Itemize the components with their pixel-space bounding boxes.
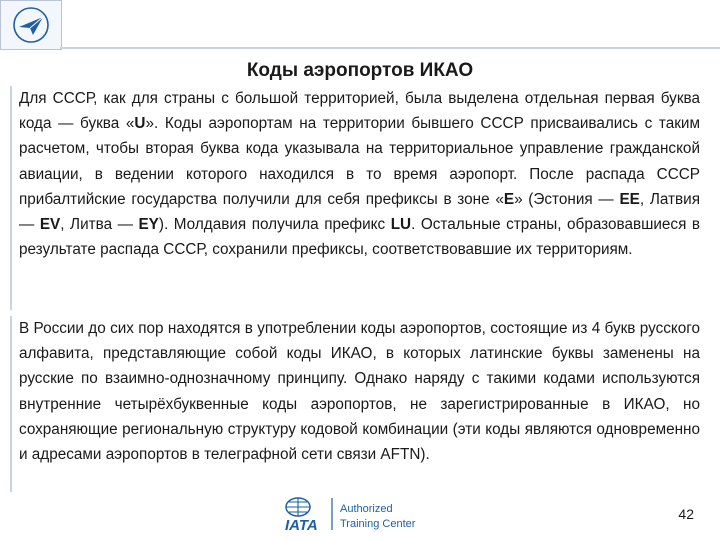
logo-subtitle-2: Training Center [340,518,416,530]
globe-icon [286,498,310,516]
paragraph-2: В России до сих пор находятся в употреблении коды аэропортов, состоящие из 4 букв русского алфавита, представляющие собой коды ИКАО, в которых латинские буквы заменены на русские по взаимно-однозначному принципу. Однако наряду с такими кодами используются внутренние четырёхбуквенные коды аэропортов, не зарегистрированные в ИКАО, но сохраняющие региональную структуру кодовой комбинации (эти коды являются одновременно и адресами аэропортов в телеграфной сети связи AFTN). [19,320,700,464]
logo-subtitle-1: Authorized [340,503,393,515]
paragraph-1: Для СССР, как для страны с большой территорией, была выделена отдельная первая буква кода — буква «U». Коды аэропортам на территории бывшего СССР присваивались с таким расчетом, чтобы вторая буква кода указывала на территориальное управление гражданской авиации, в ведении которого находился в то время аэропорт. После распада СССР прибалтийские государства получили для себя префиксы в зоне «E» (Эстония — EE, Латвия — EV, Литва — EY). Молдавия получила префикс LU. Остальные страны, образовавшиеся в результате распада СССР, сохранили префиксы, соответствовавшие их территориям. [19,90,701,259]
paper-plane-icon [6,4,56,46]
corner-logo [0,0,62,50]
text-block-2 [10,316,700,492]
page-title: Коды аэропортов ИКАО [246,60,474,81]
iata-logo [282,494,442,534]
text-block-1 [10,86,700,310]
page-number: 42 [678,506,694,522]
iata-wordmark: IATA [285,517,318,534]
header-rule [60,47,720,49]
